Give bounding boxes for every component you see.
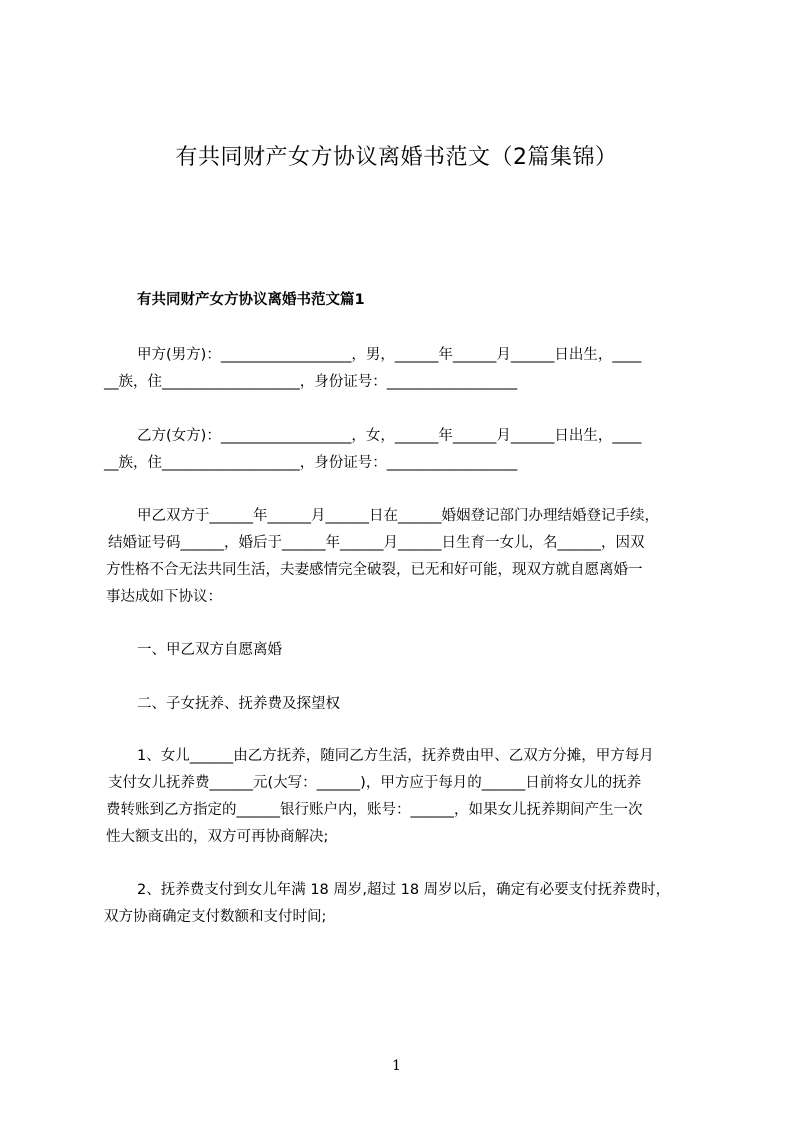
paragraph-line: 事达成如下协议：: [106, 589, 222, 605]
paragraph-line: 二、子女抚养、抚养费及探望权: [137, 696, 340, 712]
paragraph-line: 1、女儿______由乙方抚养，随同乙方生活，抚养费由甲、乙双方分摊，甲方每月: [137, 748, 654, 764]
document-title: 有共同财产女方协议离婚书范文（2篇集锦）: [175, 145, 618, 170]
paragraph-line: 甲方(男方)：__________________，男，______年______月______日出生，____: [137, 347, 642, 363]
page-number: 1: [392, 1058, 401, 1074]
paragraph-line: 方性格不合无法共同生活，夫妻感情完全破裂，已无和好可能，现双方就自愿离婚一: [106, 562, 643, 578]
paragraph-line: __族，住___________________，身份证号：__________________: [104, 374, 518, 390]
paragraph-line: 结婚证号码______，婚后于______年______月______日生育一女儿，名______，因双: [108, 535, 645, 551]
section-heading: 有共同财产女方协议离婚书范文篇1: [137, 292, 365, 308]
paragraph-line: 费转账到乙方指定的______银行账户内，账号：______，如果女儿抚养期间产生一次: [106, 802, 643, 818]
paragraph-line: __族，住___________________，身份证号：__________________: [104, 455, 518, 471]
paragraph-line: 甲乙双方于______年______月______日在______婚姻登记部门办理结婚登记手续，: [137, 508, 659, 524]
paragraph-line: 一、甲乙双方自愿离婚: [137, 642, 282, 658]
paragraph-line: 乙方(女方)：__________________，女，______年______月______日出生，____: [137, 428, 642, 444]
paragraph-line: 2、抚养费支付到女儿年满 18 周岁,超过 18 周岁以后，确定有必要支付抚养费时，: [137, 882, 671, 898]
paragraph-line: 双方协商确定支付数额和支付时间;: [104, 909, 327, 925]
paragraph-line: 性大额支出的，双方可再协商解决;: [106, 829, 329, 845]
paragraph-line: 支付女儿抚养费______元(大写：______)，甲方应于每月的______日前将女儿的抚养: [108, 775, 642, 791]
